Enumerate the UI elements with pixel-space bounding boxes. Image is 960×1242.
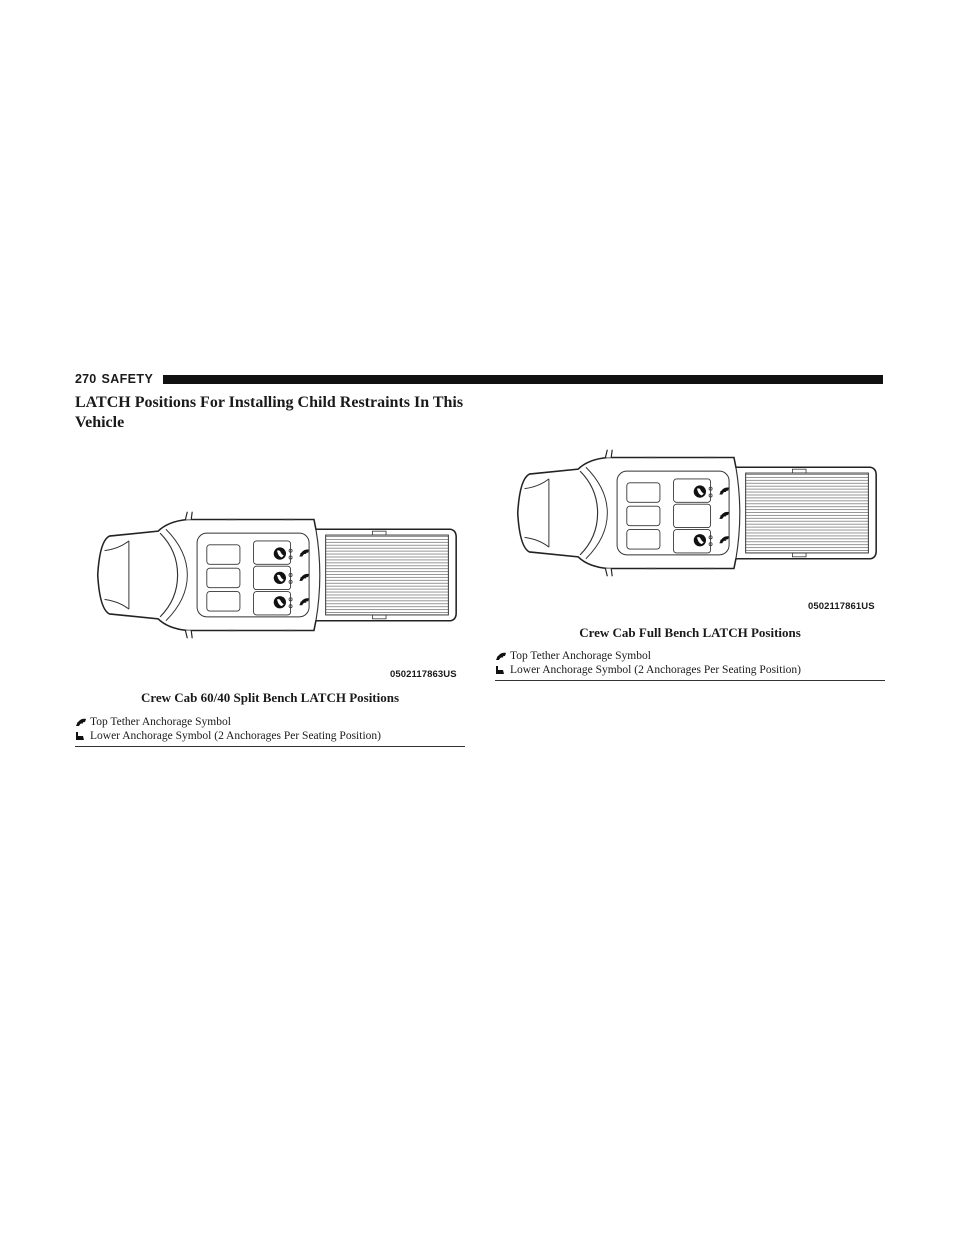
figure-legend (75, 715, 475, 743)
top-tether-icon (75, 716, 90, 728)
header-bar (163, 375, 883, 384)
legend-text: Top Tether Anchorage Symbol (90, 716, 231, 728)
figure-code: 0502117863US (390, 669, 457, 680)
seat-marker (274, 596, 286, 608)
truck-diagram (505, 438, 885, 588)
page-number: 270 (75, 372, 97, 386)
legend-item (75, 729, 475, 743)
legend-text: Top Tether Anchorage Symbol (510, 650, 651, 662)
legend-item (495, 663, 895, 677)
legend-text: Lower Anchorage Symbol (2 Anchorages Per Seating Position) (510, 664, 801, 676)
seat-marker (274, 572, 286, 584)
figure-full-bench (505, 438, 885, 588)
lower-anchorage-icon (495, 664, 510, 676)
legend-item (75, 715, 475, 729)
lower-anchorage-icon (75, 730, 90, 742)
legend-rule (495, 680, 885, 681)
legend-item (495, 649, 895, 663)
figure-caption: Crew Cab 60/40 Split Bench LATCH Positions (140, 690, 400, 705)
page-header (75, 372, 883, 386)
seat-marker (694, 534, 706, 546)
legend-text: Lower Anchorage Symbol (2 Anchorages Per Seating Position) (90, 730, 381, 742)
truck-diagram (85, 500, 465, 650)
section-title: LATCH Positions For Installing Child Restraints In This Vehicle (75, 394, 464, 431)
figure-caption: Crew Cab Full Bench LATCH Positions (579, 625, 801, 640)
figure-split-bench (85, 500, 465, 650)
seat-marker (694, 485, 706, 497)
section-name: SAFETY (101, 372, 154, 386)
figure-legend (495, 649, 895, 677)
seat-marker (274, 547, 286, 559)
legend-rule (75, 746, 465, 747)
top-tether-icon (495, 650, 510, 662)
figure-code: 0502117861US (808, 601, 875, 612)
